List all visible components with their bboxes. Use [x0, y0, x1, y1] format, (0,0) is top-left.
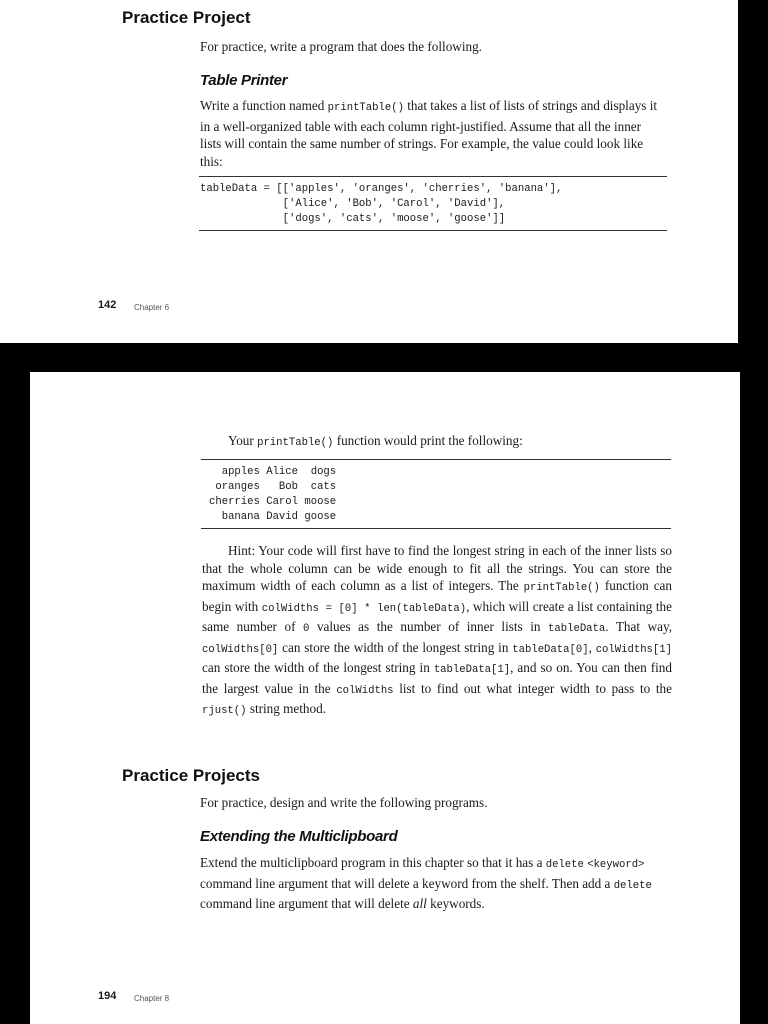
output-rule-bottom	[201, 528, 671, 529]
page-number: 142	[98, 299, 117, 311]
inline-code: colWidths[1]	[595, 643, 672, 656]
output-code-block	[209, 465, 336, 525]
inline-code: tableData[1]	[433, 664, 511, 676]
inline-code: delete	[545, 859, 584, 871]
inline-code: printTable()	[257, 437, 334, 449]
code-line: ['dogs', 'cats', 'moose', 'goose']]	[200, 213, 506, 225]
code-line: banana David goose	[209, 511, 337, 523]
practice-project-heading: Practice Project	[122, 8, 251, 27]
code-rule-top	[199, 176, 667, 177]
code-line: oranges Bob cats	[209, 481, 337, 493]
print-lead-sentence: Your printTable() function would print the following:	[228, 433, 523, 449]
inline-code: rjust()	[202, 705, 247, 717]
emphasis: all	[412, 896, 427, 911]
tabledata-code-block	[200, 182, 562, 227]
page-number: 194	[98, 990, 117, 1002]
code-line: apples Alice dogs	[209, 466, 337, 478]
multiclipboard-paragraph: Extend the multiclipboard program in this chapter so that it has a delete <keyword> command line argument that will delete a keyword from the shelf. Then add a delete command line argument that will delete all keywords.	[200, 855, 652, 911]
inline-code: <keyword>	[587, 859, 645, 871]
chapter-label: Chapter 8	[134, 994, 170, 1003]
inline-code: 0	[303, 623, 310, 635]
practice-intro: For practice, write a program that does the following.	[200, 39, 482, 54]
code-line: tableData = [['apples', 'oranges', 'cherries', 'banana'],	[200, 183, 563, 195]
inline-code: colWidths	[336, 684, 394, 697]
multiclipboard-heading: Extending the Multiclipboard	[200, 828, 398, 845]
page-bottom	[30, 752, 740, 1024]
output-rule-top	[201, 459, 671, 460]
table-printer-paragraph: Write a function named printTable() that takes a list of lists of strings and displays it in a well-organized table with each column right-justified. Assume that all the inner lists will contain the same number of strings. For example, the value could look like this:	[200, 98, 658, 169]
inline-code: printTable()	[523, 582, 600, 594]
practice-projects-heading: Practice Projects	[122, 766, 260, 785]
code-rule-bottom	[199, 230, 667, 231]
inline-code: colWidths = [0] * len(tableData)	[261, 602, 467, 615]
inline-code: tableData[0]	[512, 643, 589, 656]
page-middle	[30, 372, 740, 752]
code-line: ['Alice', 'Bob', 'Carol', 'David'],	[200, 198, 506, 210]
inline-code: colWidths[0]	[202, 643, 279, 656]
code-line: cherries Carol moose	[209, 496, 337, 508]
hint-paragraph: Hint: Your code will first have to find the longest string in each of the inner lists so that the whole column can be wide enough to fit all the strings. You can store the maximum width of each column as a list of integers. The printTable() function can begin with colWidths = [0] * len(tableData), which will create a list containing the same number of 0 values as the number of inner lists in tableData. That way, colWidths[0] can store the width of the longest string in tableData[0], colWidths[1] can store the width of the longest string in tableData[1], and so on. You can then find the largest value in the colWidths list to find out what integer width to pass to the rjust() string method.	[202, 543, 673, 717]
chapter-label: Chapter 6	[134, 303, 170, 312]
inline-code: printTable()	[327, 102, 404, 114]
inline-code: delete	[613, 879, 652, 892]
table-printer-heading: Table Printer	[200, 72, 288, 89]
page-top	[0, 0, 738, 343]
practice-projects-intro: For practice, design and write the following programs.	[200, 795, 488, 810]
inline-code: tableData	[548, 623, 606, 635]
